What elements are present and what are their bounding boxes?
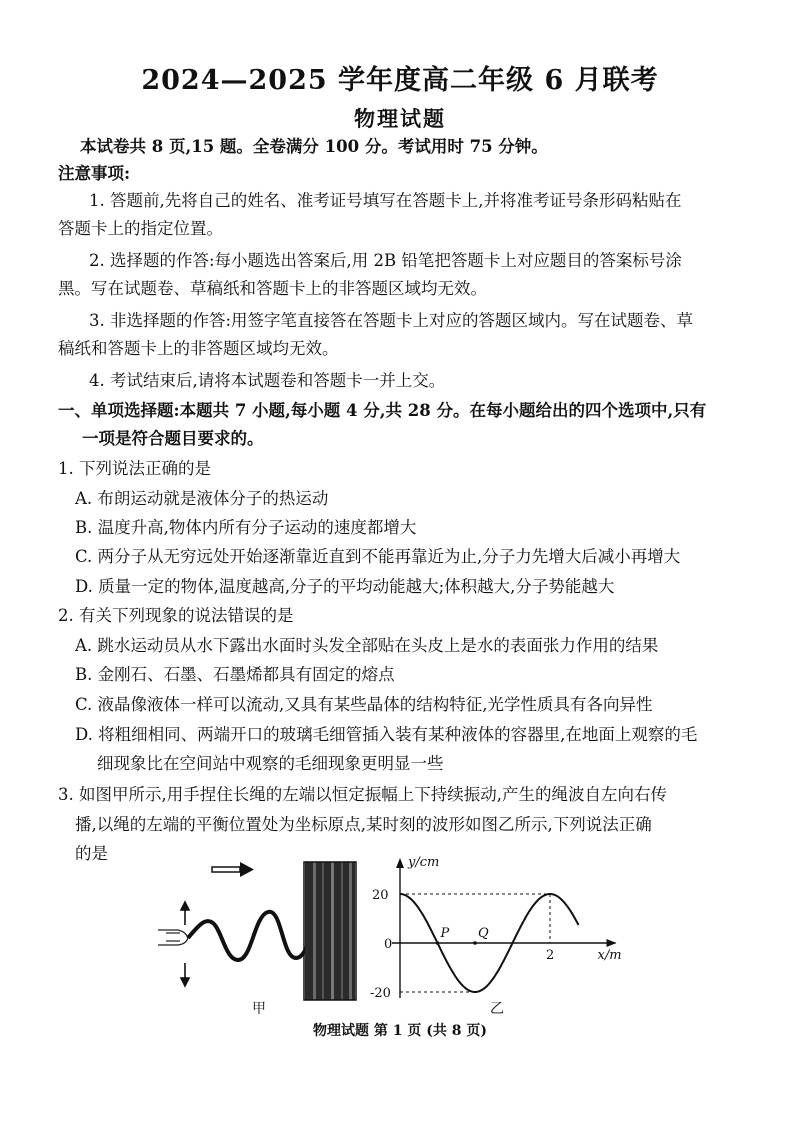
q2-option-a: A. 跳水运动员从水下露出水面时头发全部贴在头皮上是水的表面张力作用的结果 (75, 636, 659, 655)
q2-option-d-continued: 细现象比在空间站中观察的毛细现象更明显一些 (97, 754, 444, 773)
note-line: 黑。写在试题卷、草稿纸和答题卡上的非答题区域均无效。 (58, 279, 487, 298)
figure-left-label: 甲 (252, 1001, 266, 1017)
section-heading: 一、单项选择题:本题共 7 小题,每小题 4 分,共 28 分。在每小题给出的四个选项中,只有 (58, 401, 707, 420)
y-tick-label: 0 (384, 937, 393, 952)
note-line: 答题卡上的指定位置。 (58, 219, 223, 238)
point-label-p: P (440, 926, 450, 941)
q2-option-d: D. 将粗细相同、两端开口的玻璃毛细管插入装有某种液体的容器里,在地面上观察的毛 (75, 725, 698, 744)
question-3-stem: 的是 (75, 844, 108, 863)
subject-title: 物理试题 (354, 106, 446, 131)
y-tick-label: -20 (370, 986, 391, 1001)
point-label-q: Q (478, 926, 489, 941)
notes-heading: 注意事项: (58, 164, 131, 183)
q1-option-c: C. 两分子从无穷远处开始逐渐靠近直到不能再靠近为止,分子力先增大后减小再增大 (75, 547, 681, 566)
q2-option-b: B. 金刚石、石墨、石墨烯都具有固定的熔点 (75, 665, 395, 684)
q1-option-d: D. 质量一定的物体,温度越高,分子的平均动能越大;体积越大,分子势能越大 (75, 577, 615, 596)
question-1-stem: 1. 下列说法正确的是 (58, 459, 211, 478)
question-3-stem: 播,以绳的左端的平衡位置处为坐标原点,某时刻的波形如图乙所示,下列说法正确 (75, 815, 652, 834)
exam-summary: 本试卷共 8 页,15 题。全卷满分 100 分。考试用时 75 分钟。 (80, 137, 548, 156)
q2-option-c: C. 液晶像液体一样可以流动,又具有某些晶体的结构特征,光学性质具有各向异性 (75, 695, 653, 714)
y-axis-arrow (396, 858, 404, 868)
note-line: 4. 考试结束后,请将本试题卷和答题卡一并上交。 (89, 371, 446, 390)
point-marker-q (473, 941, 477, 945)
y-axis-label: y/cm (408, 855, 440, 870)
x-axis-label: x/m (597, 948, 622, 963)
page-footer: 物理试题 第 1 页 (共 8 页) (313, 1023, 487, 1039)
exam-title: 2024—2025 学年度高二年级 6 月联考 (141, 65, 659, 96)
question-3-stem: 3. 如图甲所示,用手捏住长绳的左端以恒定振幅上下持续振动,产生的绳波自左向右传 (58, 785, 667, 804)
q1-option-a: A. 布朗运动就是液体分子的热运动 (75, 489, 329, 508)
question-2-stem: 2. 有关下列现象的说法错误的是 (58, 606, 294, 625)
note-line: 2. 选择题的作答:每小题选出答案后,用 2B 铅笔把答题卡上对应题目的答案标号涂 (89, 251, 682, 270)
figure-right-label: 乙 (490, 1001, 504, 1017)
point-marker-p (436, 941, 440, 945)
x-tick-label: 2 (546, 948, 555, 963)
x-axis-arrow (607, 939, 617, 947)
y-tick-label: 20 (372, 888, 389, 903)
note-line: 稿纸和答题卡上的非答题区域均无效。 (58, 339, 339, 358)
note-line: 3. 非选择题的作答:用签字笔直接答在答题卡上对应的答题区域内。写在试题卷、草 (89, 311, 694, 330)
note-line: 1. 答题前,先将自己的姓名、准考证号填写在答题卡上,并将准考证号条形码粘贴在 (89, 191, 682, 210)
q1-option-b: B. 温度升高,物体内所有分子运动的速度都增大 (75, 518, 417, 537)
section-heading: 一项是符合题目要求的。 (82, 429, 264, 448)
